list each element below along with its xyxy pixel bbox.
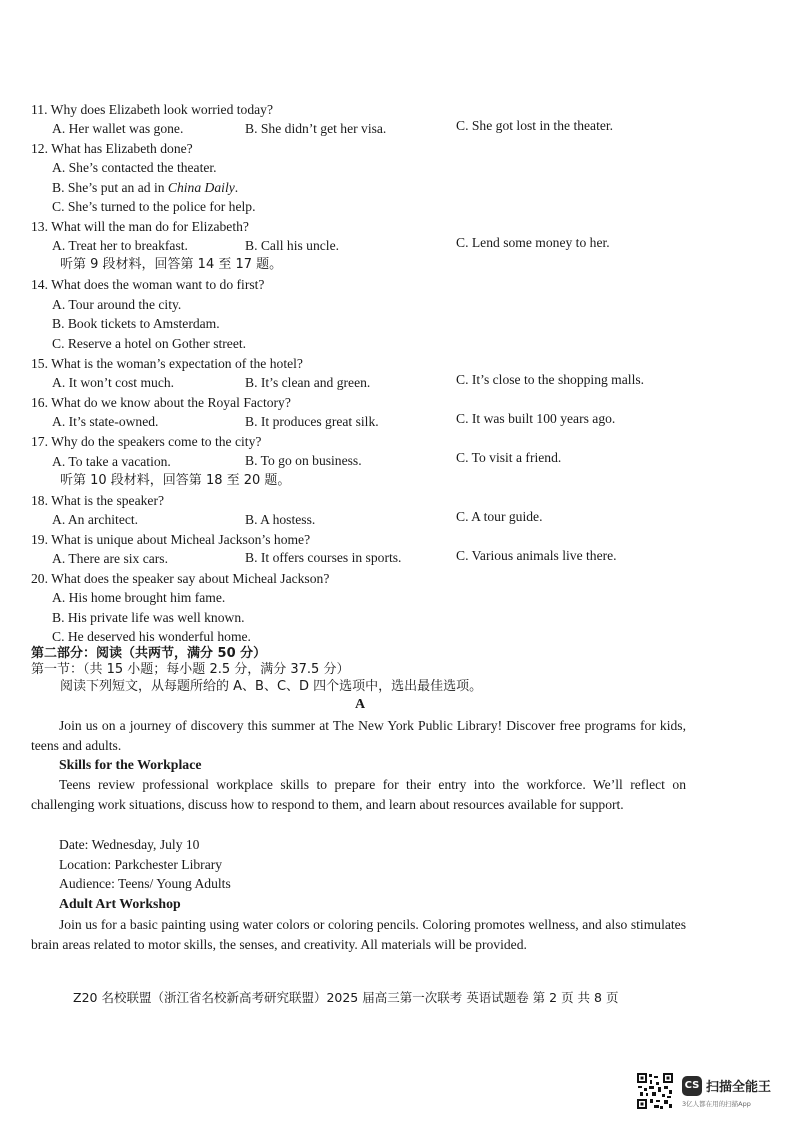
q18-option-b: B. A hostess. (245, 512, 316, 527)
q12-option-b: B. She’s put an ad in China Daily. (52, 180, 239, 195)
question-18: 18. What is the speaker? (31, 493, 165, 508)
q11-option-b: B. She didn’t get her visa. (245, 121, 387, 136)
q13-option-b: B. Call his uncle. (245, 238, 340, 253)
event-audience: Audience: Teens/ Young Adults (59, 876, 231, 891)
q19-option-b: B. It offers courses in sports. (245, 550, 402, 565)
q16-option-c: C. It was built 100 years ago. (456, 411, 616, 426)
q14-option-a: A. Tour around the city. (52, 297, 182, 312)
q11-option-a: A. Her wallet was gone. (52, 121, 184, 136)
q16-option-b: B. It produces great silk. (245, 414, 379, 429)
q18-option-c: C. A tour guide. (456, 509, 543, 524)
q18-option-a: A. An architect. (52, 512, 139, 527)
page-footer: Z20 名校联盟（浙江省名校新高考研究联盟）2025 届高三第一次联考 英语试题卷 第 2 页 共 8 页 (73, 990, 619, 1005)
question-20: 20. What does the speaker say about Micheal Jackson? (31, 571, 330, 586)
question-12: 12. What has Elizabeth done? (31, 141, 193, 156)
q12-option-a: A. She’s contacted the theater. (52, 160, 217, 175)
question-14: 14. What does the woman want to do first? (31, 277, 265, 292)
heading-skills-workplace: Skills for the Workplace (59, 757, 202, 772)
question-15: 15. What is the woman’s expectation of the hotel? (31, 356, 303, 371)
question-16: 16. What do we know about the Royal Factory? (31, 395, 291, 410)
passage-skills-body: Teens review professional workplace skills to prepare for their entry into the workforce. We’ll reflect on challenging work situations, discuss how to respond to them, and learn about resources available for support. (31, 777, 686, 812)
question-11: 11. Why does Elizabeth look worried today? (31, 102, 273, 117)
q17-option-c: C. To visit a friend. (456, 450, 562, 465)
q20-option-a: A. His home brought him fame. (52, 590, 226, 605)
q11-option-c: C. She got lost in the theater. (456, 118, 614, 133)
q16-option-a: A. It’s state-owned. (52, 414, 159, 429)
event-date: Date: Wednesday, July 10 (59, 837, 200, 852)
scanner-watermark (636, 1072, 784, 1112)
q15-option-b: B. It’s clean and green. (245, 375, 371, 390)
q14-option-b: B. Book tickets to Amsterdam. (52, 316, 220, 331)
q17-option-a: A. To take a vacation. (52, 454, 171, 469)
qr-code-icon (636, 1072, 674, 1110)
q13-option-c: C. Lend some money to her. (456, 235, 610, 250)
q20-option-b: B. His private life was well known. (52, 610, 245, 625)
heading-adult-art: Adult Art Workshop (59, 896, 181, 911)
scanner-app-name: 扫描全能王 (706, 1080, 772, 1095)
instruction-part9: 听第 9 段材料，回答第 14 至 17 题。 (60, 257, 283, 272)
instruction-part10: 听第 10 段材料，回答第 18 至 20 题。 (60, 473, 291, 488)
q15-option-a: A. It won’t cost much. (52, 375, 175, 390)
q20-option-c: C. He deserved his wonderful home. (52, 629, 251, 644)
question-19: 19. What is unique about Micheal Jackson’s home? (31, 532, 311, 547)
passage-letter: A (355, 697, 366, 712)
section-2-directions: 阅读下列短文，从每题所给的 A、B、C、D 四个选项中，选出最佳选项。 (60, 679, 483, 694)
q12-option-c: C. She’s turned to the police for help. (52, 199, 256, 214)
q17-option-b: B. To go on business. (245, 453, 362, 468)
section-2-subtitle: 第一节：（共 15 小题；每小题 2.5 分，满分 37.5 分） (31, 662, 350, 677)
passage-art-body: Join us for a basic painting using water colors or coloring pencils. Coloring promotes wellness, and also stimulates brain areas related to motor skills, the senses, and creativity. All materials will be provided. (31, 917, 686, 952)
question-17: 17. Why do the speakers come to the city? (31, 434, 262, 449)
section-2-title: 第二部分：阅读（共两节，满分 50 分） (31, 646, 267, 661)
scanner-tagline: 3亿人都在用的扫描App (682, 1100, 751, 1108)
q14-option-c: C. Reserve a hotel on Gother street. (52, 336, 247, 351)
passage-intro: Join us on a journey of discovery this summer at The New York Public Library! Discover free programs for kids, teens and adults. (31, 718, 686, 753)
q19-option-a: A. There are six cars. (52, 551, 168, 566)
q19-option-c: C. Various animals live there. (456, 548, 617, 563)
q15-option-c: C. It’s close to the shopping malls. (456, 372, 645, 387)
question-13: 13. What will the man do for Elizabeth? (31, 219, 249, 234)
camscanner-logo: CS (682, 1076, 702, 1096)
q13-option-a: A. Treat her to breakfast. (52, 238, 188, 253)
event-location: Location: Parkchester Library (59, 857, 223, 872)
